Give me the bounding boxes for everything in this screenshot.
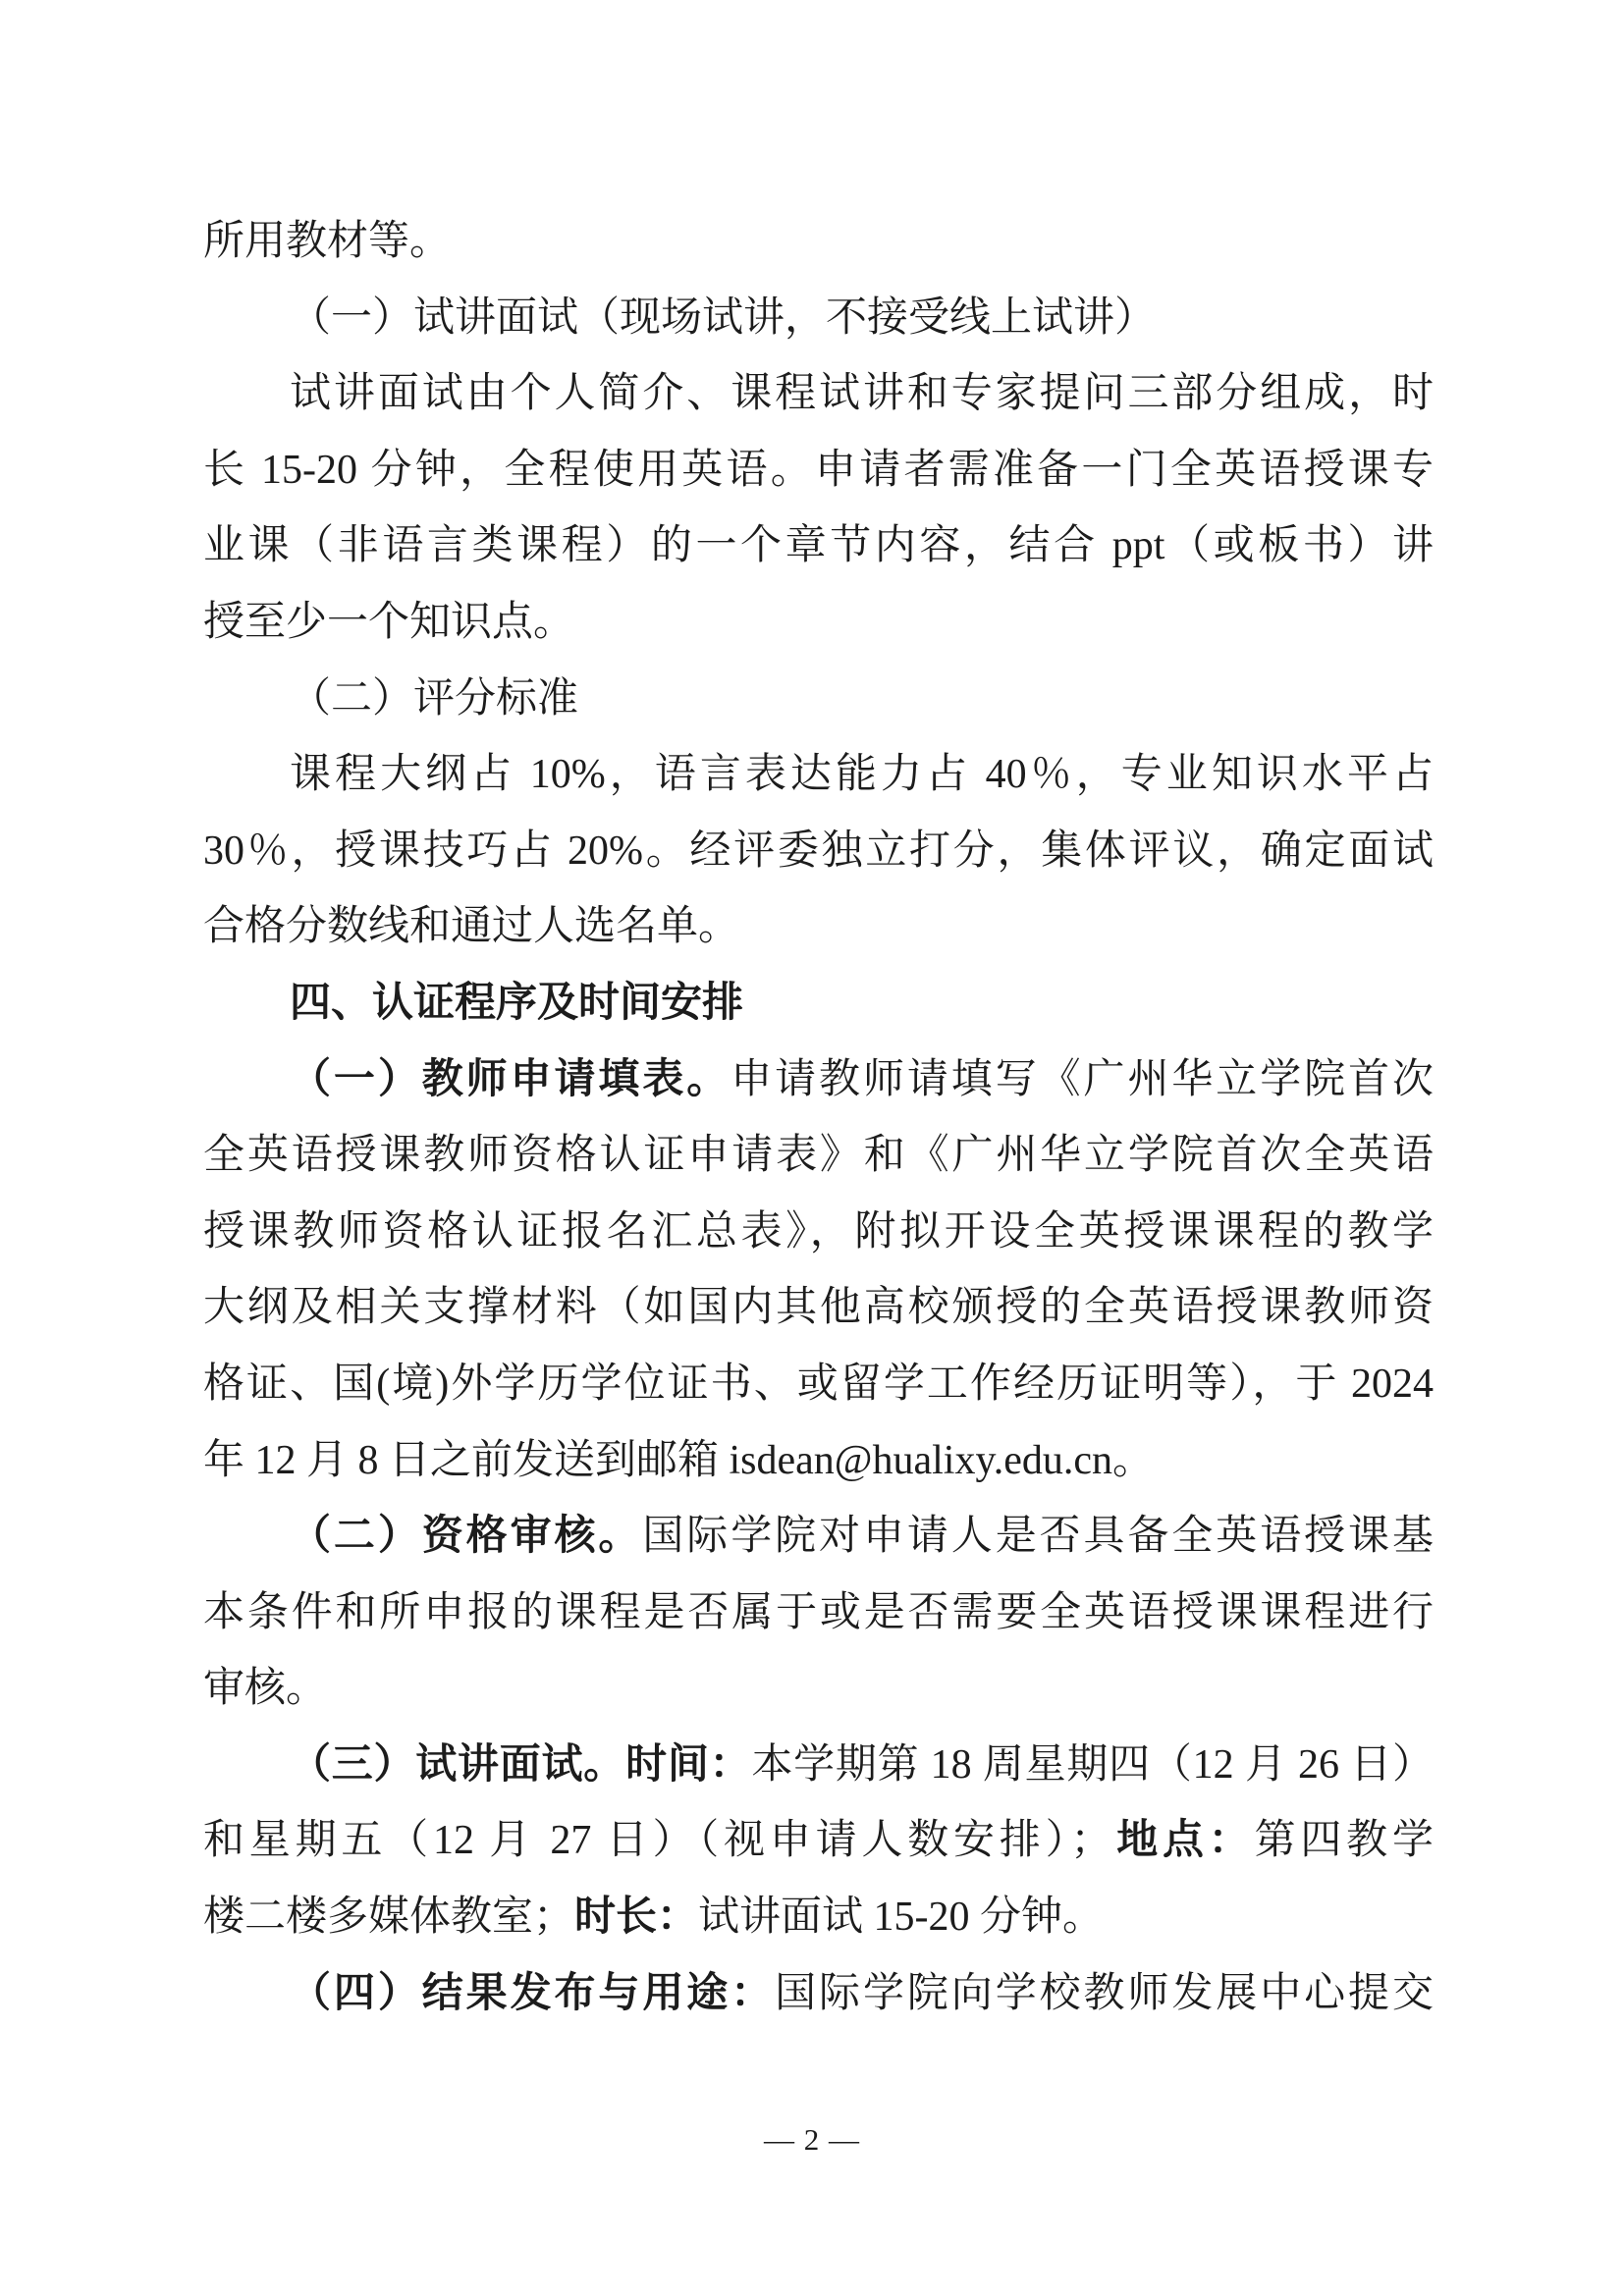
document-line: [203, 1499, 1434, 1575]
bold-text-segment: 四、认证程序及时间安排: [290, 980, 744, 1026]
text-segment: 课程大纲占 10%，语言表达能力占 40％，专业知识水平占: [290, 752, 1434, 798]
document-line: [203, 1880, 1434, 1956]
text-segment: （二）评分标准: [290, 675, 579, 721]
document-line: [203, 1651, 1434, 1728]
bold-text-segment: 地点：: [1111, 1818, 1255, 1864]
bold-text-segment: （四）结果发布与用途：: [290, 1970, 776, 2016]
text-segment: 授至少一个知识点。: [203, 599, 575, 645]
text-segment: 所用教材等。: [203, 219, 452, 264]
text-segment: 大纲及相关支撑材料（如国内其他高校颁授的全英语授课教师资: [203, 1285, 1434, 1331]
bold-text-segment: （三）试讲面试。时间：: [290, 1741, 752, 1788]
text-segment: 业课（非语言类课程）的一个章节内容，结合 ppt（或板书）讲: [203, 523, 1434, 569]
section-heading: [203, 966, 1434, 1042]
text-segment: 国际学院向学校教师发展中心提交: [775, 1970, 1434, 2016]
text-segment: 合格分数线和通过人选名单。: [203, 904, 740, 950]
text-segment: 和星期五（12 月 27 日）（视申请人数安排）；: [203, 1818, 1112, 1864]
page-number: — 2 —: [764, 2122, 860, 2157]
document-line: [203, 662, 1434, 738]
document-line: [203, 1195, 1434, 1271]
document-line: [203, 508, 1434, 585]
document-line: [203, 737, 1434, 814]
document-line: [203, 1118, 1434, 1195]
text-segment: 国际学院对申请人是否具备全英语授课基: [642, 1514, 1434, 1560]
text-segment: 长 15-20 分钟，全程使用英语。申请者需准备一门全英语授课专: [203, 447, 1434, 493]
document-line: [203, 1575, 1434, 1652]
text-segment: 年 12 月 8 日之前发送到邮箱 isdean@hualixy.edu.cn。: [203, 1437, 1155, 1483]
document-line: [203, 1803, 1434, 1880]
document-line: [203, 889, 1434, 966]
text-segment: 本学期第 18 周星期四（12 月 26 日）: [751, 1741, 1434, 1788]
text-segment: 楼二楼多媒体教室；: [203, 1895, 575, 1941]
text-segment: 格证、国(境)外学历学位证书、或留学工作经历证明等），于 2024: [203, 1361, 1434, 1407]
text-segment: 全英语授课教师资格认证申请表》和《广州华立学院首次全英语: [203, 1133, 1434, 1179]
text-segment: 试讲面试 15-20 分钟。: [698, 1895, 1105, 1941]
document-line: [203, 1728, 1434, 1804]
bold-text-segment: （二）资格审核。: [290, 1514, 643, 1560]
document-line: [203, 281, 1434, 357]
document-body: [203, 204, 1434, 2032]
document-line: [203, 356, 1434, 433]
document-line: [203, 814, 1434, 890]
text-segment: 授课教师资格认证报名汇总表》，附拟开设全英授课课程的教学: [203, 1208, 1434, 1255]
bold-text-segment: （一）教师申请填表。: [290, 1056, 731, 1102]
text-segment: 本条件和所申报的课程是否属于或是否需要全英语授课课程进行: [203, 1589, 1434, 1635]
document-line: [203, 1423, 1434, 1500]
document-line: [203, 1042, 1434, 1119]
text-segment: 审核。: [203, 1666, 328, 1712]
bold-text-segment: 时长：: [574, 1895, 699, 1941]
text-segment: 申请教师请填写《广州华立学院首次: [731, 1056, 1434, 1102]
text-segment: 试讲面试由个人简介、课程试讲和专家提问三部分组成，时: [290, 371, 1434, 417]
text-segment: 30％，授课技巧占 20%。经评委独立打分，集体评议，确定面试: [203, 828, 1434, 874]
text-segment: 第四教学: [1254, 1818, 1434, 1864]
document-line: [203, 1270, 1434, 1347]
text-segment: （一）试讲面试（现场试讲，不接受线上试讲）: [290, 294, 1157, 341]
document-line: [203, 1347, 1434, 1423]
document-line: [203, 433, 1434, 509]
document-line: [203, 204, 1434, 281]
document-line: [203, 585, 1434, 662]
document-line: [203, 1956, 1434, 2033]
